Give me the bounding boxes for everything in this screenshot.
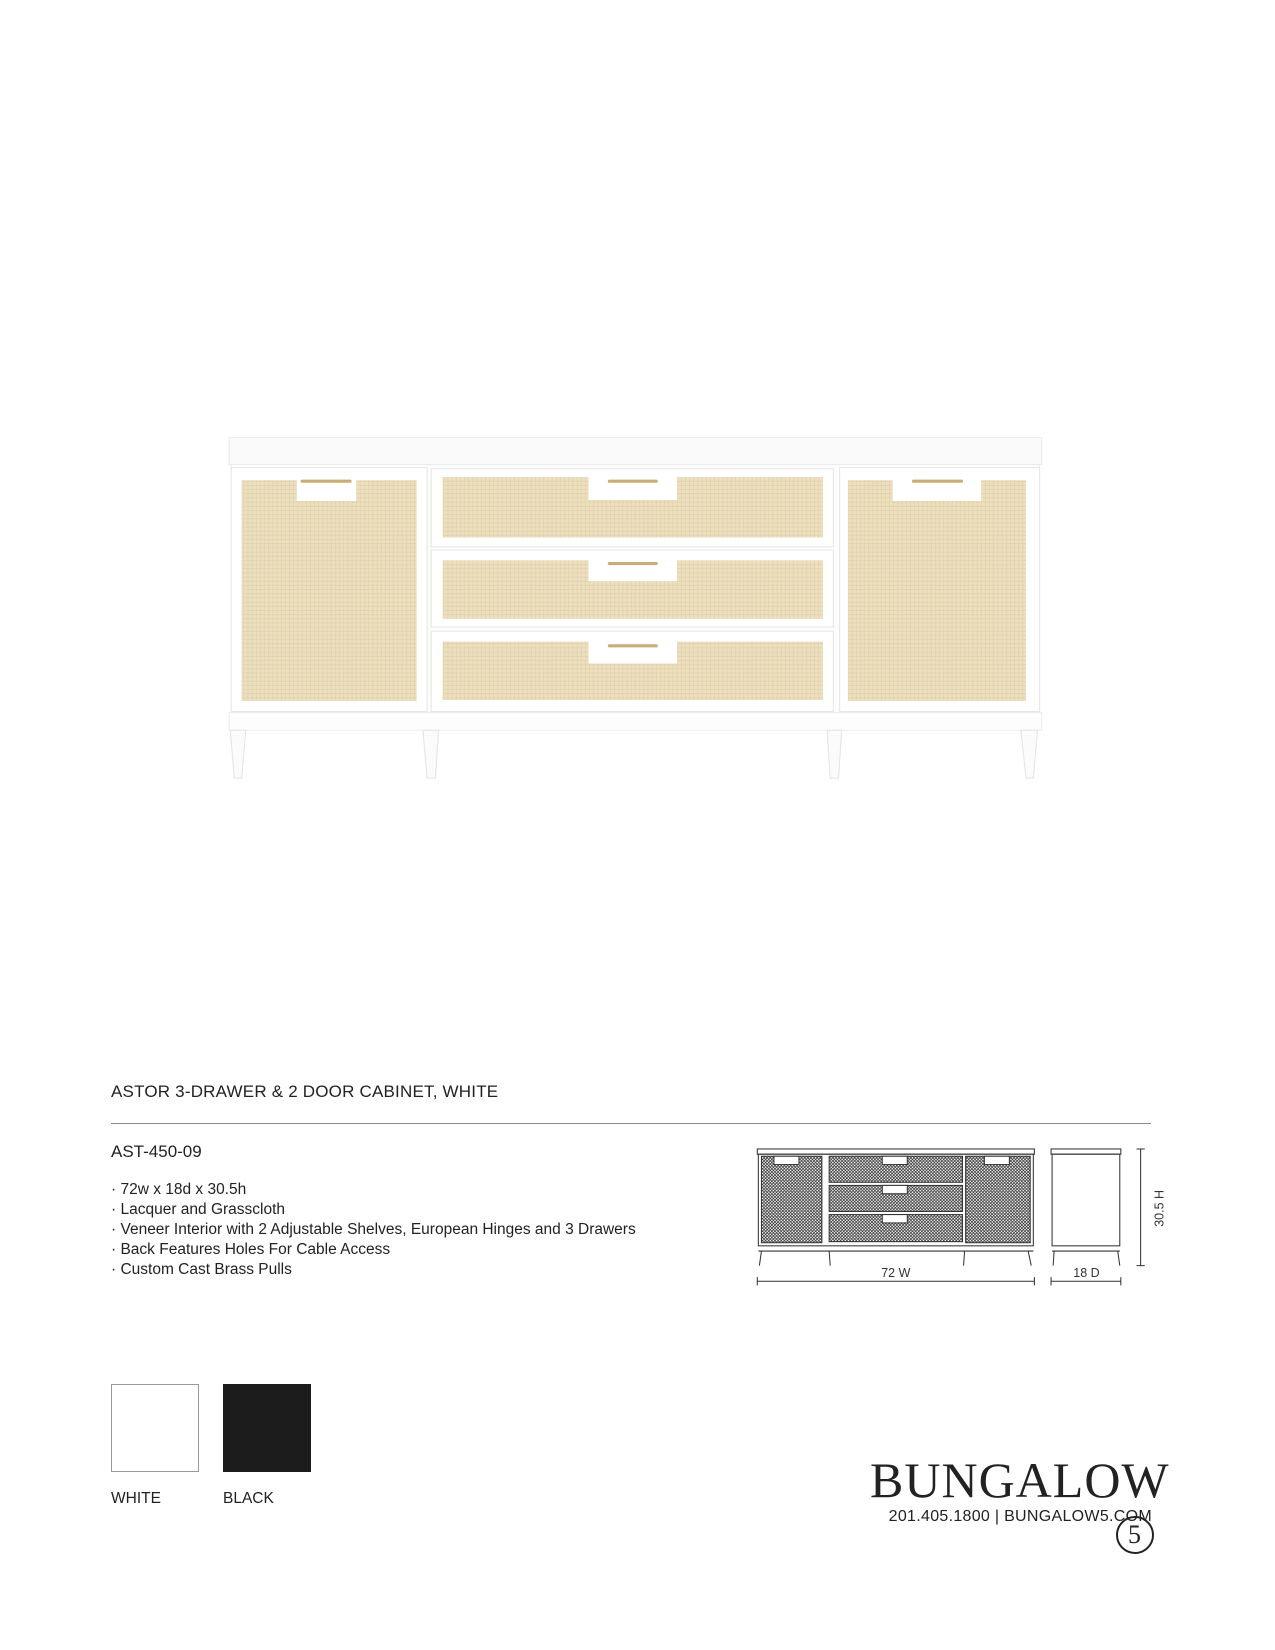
dimension-diagram <box>757 1149 1144 1285</box>
height-label: 30.5 H <box>1152 1189 1167 1227</box>
finish-label-black: BLACK <box>223 1490 274 1507</box>
spec-item: · Custom Cast Brass Pulls <box>111 1261 292 1278</box>
spec-item: · Back Features Holes For Cable Access <box>111 1241 391 1258</box>
divider <box>111 1123 1151 1124</box>
brand-contact: 201.405.1800 | BUNGALOW5.COM <box>888 1508 1152 1525</box>
finish-swatch-black <box>223 1384 311 1472</box>
brand-logo: BUNGALOW5 <box>870 1452 1152 1564</box>
width-label: 72 W <box>881 1266 911 1281</box>
spec-list <box>111 1180 636 1280</box>
spec-item: · Lacquer and Grasscloth <box>111 1201 286 1218</box>
spec-item: · Veneer Interior with 2 Adjustable Shelves, European Hinges and 3 Drawers <box>111 1221 636 1238</box>
finish-label-white: WHITE <box>111 1490 161 1507</box>
spec-item: · 72w x 18d x 30.5h <box>111 1181 247 1198</box>
product-photo-cabinet <box>229 438 1041 779</box>
finish-swatch-white <box>111 1384 199 1472</box>
product-title: ASTOR 3-DRAWER & 2 DOOR CABINET, WHITE <box>111 1082 499 1101</box>
depth-label: 18 D <box>1073 1266 1100 1281</box>
product-sku: AST-450-09 <box>111 1142 202 1161</box>
